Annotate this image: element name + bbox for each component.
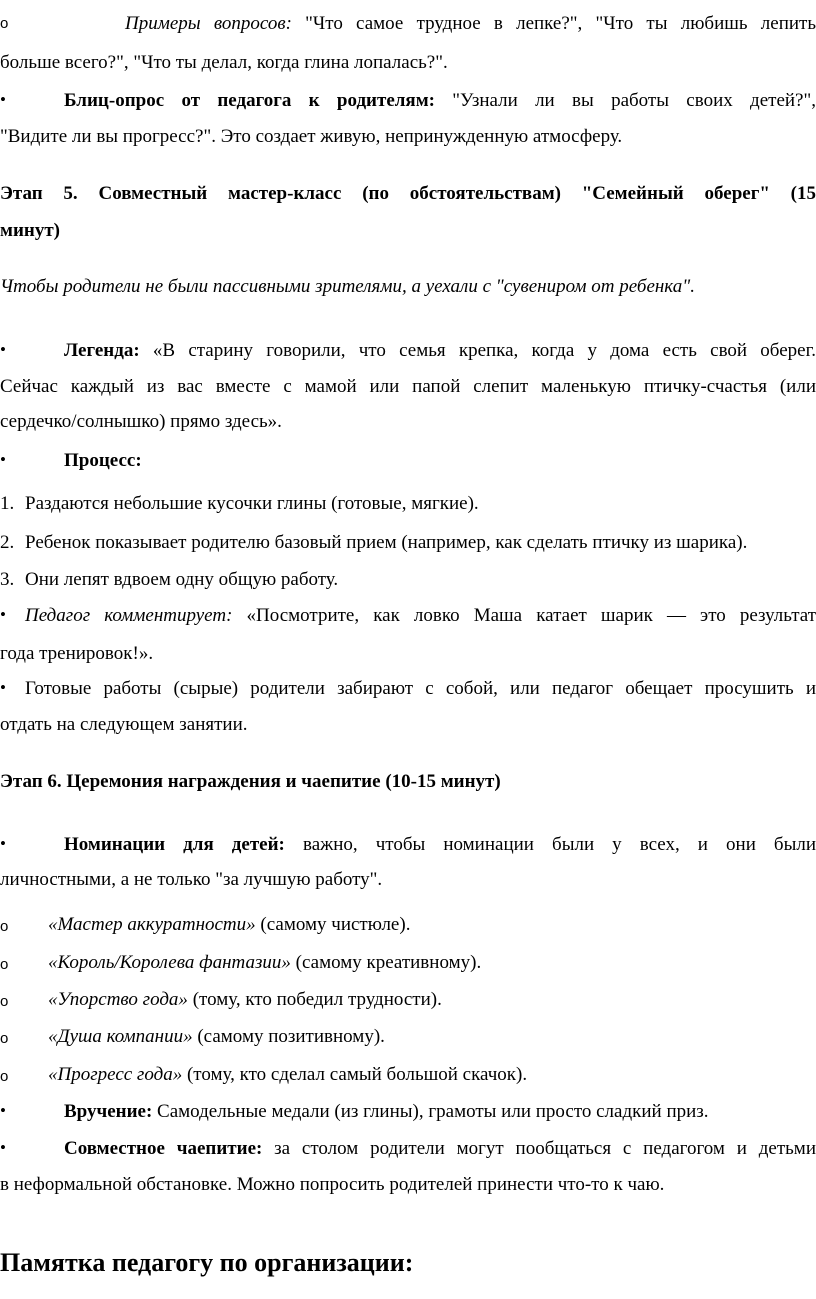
- list-item: Они лепят вдвоем одну общую работу.: [25, 569, 339, 590]
- paragraph-line: [64, 340, 816, 362]
- circle-bullet-icon: o: [0, 918, 9, 935]
- paragraph-line: Сейчас каждый из вас вместе с мамой или папой слепит маленькую птичку-счастья (или: [0, 376, 816, 397]
- paragraph-line: в неформальной обстановке. Можно попросить родителей принести что-то к чаю.: [0, 1174, 665, 1195]
- paragraph-line: отдать на следующем занятии.: [0, 714, 248, 735]
- disc-bullet-icon: •: [0, 834, 6, 853]
- list-number: 3.: [0, 569, 15, 590]
- list-number: 1.: [0, 493, 15, 514]
- stage-6-heading: Этап 6. Церемония награждения и чаепитие (10-15 минут): [0, 771, 501, 792]
- nominations-label: Номинации для детей:: [64, 834, 285, 855]
- memo-heading: Памятка педагогу по организации:: [0, 1248, 414, 1277]
- text-run: важно, чтобы номинации были у всех, и они были: [302, 834, 816, 855]
- nomination-title: «Душа компании»: [48, 1026, 193, 1047]
- disc-bullet-icon: •: [0, 1138, 6, 1157]
- nomination-title: «Упорство года»: [48, 989, 188, 1010]
- legend-label: Легенда:: [64, 340, 140, 361]
- paragraph-line: больше всего?", "Что ты делал, когда глина лопалась?".: [0, 52, 448, 73]
- paragraph-line: [25, 605, 816, 627]
- paragraph-line: Готовые работы (сырые) родители забирают с собой, или педагог обещает просушить и: [25, 678, 816, 699]
- circle-bullet-icon: o: [0, 1068, 9, 1085]
- paragraph-line: личностными, а не только "за лучшую работу".: [0, 869, 383, 890]
- disc-bullet-icon: •: [0, 1101, 6, 1120]
- stage-5-heading-cont: минут): [0, 220, 60, 241]
- text-run: "Узнали ли вы работы своих детей?",: [452, 90, 816, 111]
- disc-bullet-icon: •: [0, 340, 6, 359]
- text-run: за столом родители могут пообщаться с педагогом и детьми: [274, 1138, 816, 1159]
- text-run: (тому, кто победил трудности).: [192, 989, 442, 1010]
- circle-bullet-icon: o: [0, 993, 9, 1010]
- nomination-title: «Мастер аккуратности»: [48, 914, 256, 935]
- stage-5-intro: Чтобы родители не были пассивными зрителями, а уехали с "сувениром от ребенка".: [0, 276, 695, 297]
- process-label: Процесс:: [64, 450, 142, 471]
- nomination-item: [48, 952, 816, 974]
- example-questions-label: Примеры вопросов:: [125, 13, 292, 34]
- teacher-comment-label: Педагог комментирует:: [25, 605, 233, 626]
- text-run: (самому чистюле).: [260, 914, 411, 935]
- text-run: «В старину говорили, что семья крепка, когда у дома есть свой оберег.: [152, 340, 816, 361]
- text-run: "Что самое трудное в лепке?", "Что ты любишь лепить: [305, 13, 816, 34]
- paragraph-line: [64, 834, 816, 856]
- paragraph-line: [64, 1101, 816, 1123]
- text-run: (самому креативному).: [295, 952, 482, 973]
- circle-bullet-icon: o: [0, 1030, 9, 1047]
- list-item: Ребенок показывает родителю базовый прием (например, как сделать птичку из шарика).: [25, 532, 748, 553]
- paragraph-line: сердечко/солнышко) прямо здесь».: [0, 411, 282, 432]
- nomination-item: [48, 1064, 816, 1086]
- nomination-item: [48, 989, 816, 1011]
- nomination-item: [48, 914, 816, 936]
- circle-bullet-icon: o: [0, 15, 9, 32]
- paragraph-line: года тренировок!».: [0, 643, 154, 664]
- awarding-label: Вручение:: [64, 1101, 153, 1122]
- tea-party-label: Совместное чаепитие:: [64, 1138, 263, 1159]
- text-run: (самому позитивному).: [197, 1026, 385, 1047]
- blitz-survey-label: Блиц-опрос от педагога к родителям:: [64, 90, 435, 111]
- paragraph-line: "Видите ли вы прогресс?". Это создает живую, непринужденную атмосферу.: [0, 126, 623, 147]
- paragraph-line: [125, 13, 816, 35]
- disc-bullet-icon: •: [0, 678, 6, 697]
- list-number: 2.: [0, 532, 15, 553]
- text-run: Самодельные медали (из глины), грамоты или просто сладкий приз.: [157, 1101, 709, 1122]
- text-run: (тому, кто сделал самый большой скачок).: [186, 1064, 528, 1085]
- circle-bullet-icon: o: [0, 956, 9, 973]
- nomination-item: [48, 1026, 816, 1048]
- paragraph-line: [64, 1138, 816, 1160]
- nomination-title: «Прогресс года»: [48, 1064, 183, 1085]
- disc-bullet-icon: •: [0, 605, 6, 624]
- disc-bullet-icon: •: [0, 450, 6, 469]
- text-run: «Посмотрите, как ловко Маша катает шарик — это результат: [246, 605, 816, 626]
- stage-5-heading: Этап 5. Совместный мастер-класс (по обстоятельствам) "Семейный оберег" (15: [0, 183, 816, 204]
- nomination-title: «Король/Королева фантазии»: [48, 952, 291, 973]
- disc-bullet-icon: •: [0, 90, 6, 109]
- paragraph-line: [64, 90, 816, 112]
- list-item: Раздаются небольшие кусочки глины (готовые, мягкие).: [25, 493, 479, 514]
